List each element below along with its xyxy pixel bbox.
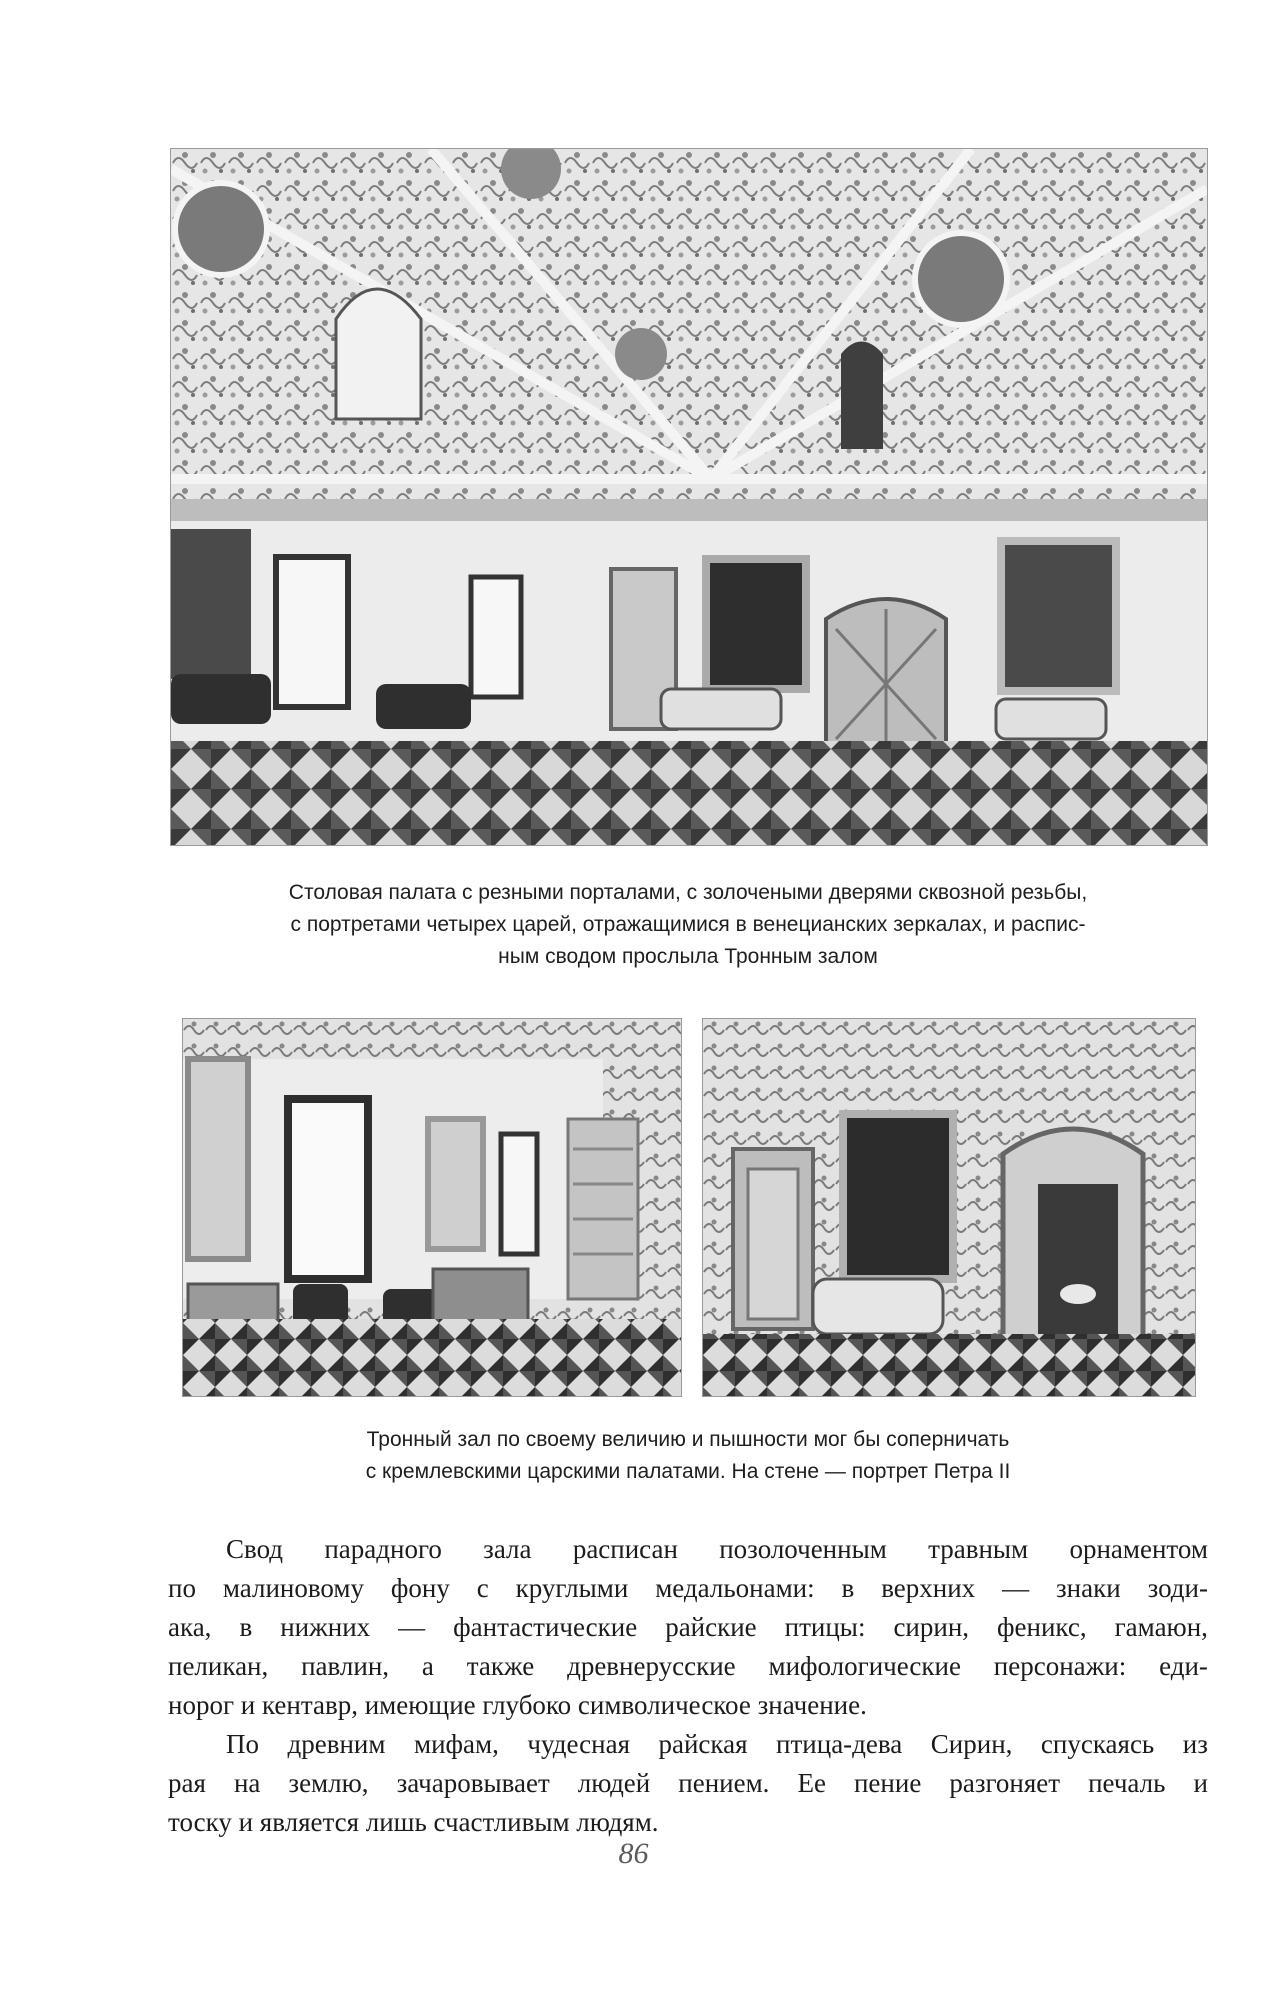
paragraph-line-text — [168, 1608, 1208, 1647]
word: древним — [287, 1729, 386, 1759]
photo-throne-hall-left — [182, 1018, 682, 1397]
word: фону — [390, 1573, 450, 1603]
word: по — [168, 1573, 196, 1603]
photo-throne-hall-wide — [170, 148, 1208, 846]
paragraph-vault-description — [168, 1530, 1208, 1725]
word: По — [226, 1729, 259, 1759]
word: зачаровывает — [396, 1768, 550, 1798]
word: ака, — [168, 1612, 212, 1642]
paragraph-line-text — [168, 1569, 1208, 1608]
word: пеликан, — [168, 1651, 269, 1681]
word: малиновому — [222, 1573, 364, 1603]
word: мифам, — [414, 1729, 499, 1759]
word: разгоняет — [949, 1768, 1061, 1798]
paragraph-line — [168, 1764, 1208, 1803]
caption-bottom — [182, 1424, 1194, 1488]
photo-throne-hall-wide-drawing — [171, 149, 1207, 845]
paragraph-line — [168, 1725, 1208, 1764]
word: землю, — [288, 1768, 369, 1798]
word: чудесная — [527, 1729, 630, 1759]
paragraph-line-text — [168, 1764, 1208, 1803]
paragraph-line — [168, 1608, 1208, 1647]
paragraph-line — [168, 1530, 1208, 1569]
word: Ее — [797, 1768, 826, 1798]
caption-bottom-line: с кремлевскими царскими палатами. На стене — портрет Петра II — [365, 1460, 1011, 1483]
word: Свод — [226, 1534, 284, 1564]
word: райские — [665, 1612, 757, 1642]
word: птицы: — [784, 1612, 866, 1642]
caption-top-line: Столовая палата с резными порталами, с золочеными дверями сквозной резьбы, — [288, 881, 1088, 904]
word: также — [466, 1651, 535, 1681]
word: — — [398, 1612, 426, 1642]
word: с — [476, 1573, 489, 1603]
word: в — [841, 1573, 855, 1603]
photo-throne-hall-right — [702, 1018, 1196, 1397]
page-number: 86 — [618, 1837, 649, 1870]
word: феникс, — [997, 1612, 1087, 1642]
word: позолоченным — [719, 1534, 887, 1564]
word: спускаясь — [1040, 1729, 1155, 1759]
paragraph-line — [168, 1686, 1208, 1725]
word: персонажи: — [993, 1651, 1127, 1681]
word: фантастические — [453, 1612, 638, 1642]
word: Сирин, — [930, 1729, 1013, 1759]
photo-throne-hall-right-drawing — [703, 1019, 1195, 1396]
word: из — [1182, 1729, 1208, 1759]
word: верхних — [881, 1573, 976, 1603]
caption-top-line: ным сводом прослыла Тронным залом — [498, 945, 878, 968]
word: медальонами: — [655, 1573, 815, 1603]
word: расписан — [572, 1534, 678, 1564]
word: — — [1002, 1573, 1030, 1603]
paragraph-line-text — [226, 1530, 1208, 1569]
word: круглыми — [515, 1573, 629, 1603]
paragraph-line — [168, 1569, 1208, 1608]
caption-bottom-line: Тронный зал по своему величию и пышности мог бы соперничать — [366, 1428, 1010, 1451]
word: павлин, — [301, 1651, 390, 1681]
word: нижних — [280, 1612, 371, 1642]
caption-top — [170, 877, 1206, 973]
word: мифологические — [768, 1651, 961, 1681]
paragraph-line — [168, 1647, 1208, 1686]
word: орнаментом — [1069, 1534, 1208, 1564]
paragraph-line-text: норог и кентавр, имеющие глубоко символическое значение. — [168, 1690, 867, 1720]
photo-throne-hall-left-drawing — [183, 1019, 681, 1396]
word: а — [421, 1651, 434, 1681]
word: древнерусские — [567, 1651, 736, 1681]
word: пение — [853, 1768, 922, 1798]
paragraph-line-text — [226, 1725, 1208, 1764]
word: в — [239, 1612, 253, 1642]
word: еди- — [1159, 1651, 1208, 1681]
word: рая — [168, 1768, 206, 1798]
word: зоди- — [1147, 1573, 1208, 1603]
word: райская — [658, 1729, 748, 1759]
word: гамаюн, — [1114, 1612, 1208, 1642]
word: знаки — [1055, 1573, 1121, 1603]
word: печаль — [1088, 1768, 1166, 1798]
paragraph-sirin-myth — [168, 1725, 1208, 1842]
word: зала — [483, 1534, 532, 1564]
word: сирин, — [893, 1612, 970, 1642]
word: и — [1193, 1768, 1208, 1798]
word: людей — [577, 1768, 651, 1798]
paragraph-line-text — [168, 1647, 1208, 1686]
word: травным — [928, 1534, 1029, 1564]
word: парадного — [324, 1534, 442, 1564]
paragraph-line-text: тоску и является лишь счастливым людям. — [168, 1807, 659, 1837]
word: на — [233, 1768, 261, 1798]
caption-top-line: с портретами четырех царей, отражащимися в венецианских зеркалах, и распис- — [290, 913, 1086, 936]
word: птица-дева — [776, 1729, 903, 1759]
word: пением. — [678, 1768, 770, 1798]
